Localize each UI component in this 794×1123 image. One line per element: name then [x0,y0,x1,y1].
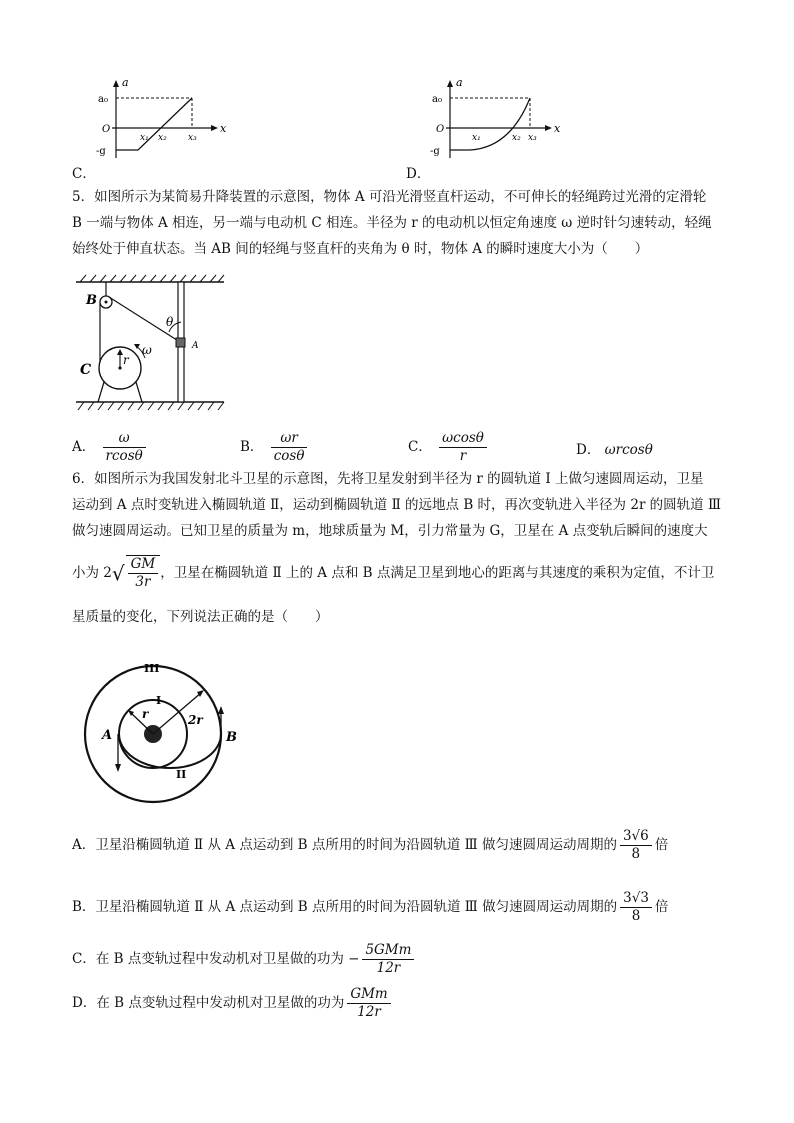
q5-option-c-den: r [459,448,467,464]
graph-c-y-label: a [122,76,129,89]
sqrt-sign: √ [111,561,125,586]
graph-d-y-label: a [456,76,463,89]
q5-option-a-frac [103,430,146,465]
q5-option-c-num: ωcosθ [439,430,487,448]
q5-option-c-frac [439,430,487,465]
q5-option-b-frac [271,430,308,465]
floor-hatch [78,402,224,410]
q6-option-c-text: C．在 B 点变轨过程中发动机对卫星做的功为 − [72,951,360,967]
q6-option-b-text: B．卫星沿椭圆轨道 Ⅱ 从 A 点运动到 B 点所用的时间为沿圆轨道 Ⅲ 做匀速圆周运动周期的 [72,899,618,915]
q6-line5: 星质量的变化，下列说法正确的是（ ） [72,609,329,625]
ceiling-hatch [80,275,224,282]
block-a [176,338,185,347]
q5-option-a-num: ω [103,430,146,448]
label-theta: θ [166,315,174,329]
graph-c-a0: a₀ [98,94,108,105]
label-point-a: A [102,728,113,743]
q6-line4-pre: 小为 2 [72,565,112,581]
q5-option-b-den: cosθ [273,448,305,464]
pulley-axle [105,301,108,304]
q6-line4-post: ，卫星在椭圆轨道 Ⅱ 上的 A 点和 B 点满足卫星到地心的距离与其速度的乘积为定值，不计卫 [160,565,715,581]
graph-c-neg-g: -g [96,146,106,157]
graph-d-y-arrow [447,80,453,87]
graph-d-origin: O [436,124,445,135]
graph-c-x-arrow [211,125,218,131]
velocity-a-arrow [115,764,121,772]
q6-option-a-num: 3√6 [620,828,652,846]
q6-option-d-num: GMm [347,986,390,1004]
label-c: C [80,362,92,378]
q6-option-b-num: 3√3 [620,890,652,908]
q6-option-a[interactable] [72,828,668,863]
label-orbit-i: I [156,694,162,707]
label-a: A [192,341,199,351]
motor-leg-right [136,382,142,402]
graph-c-origin: O [102,124,111,135]
q5-option-b[interactable] [240,430,310,465]
q6-line1: 6．如图所示为我国发射北斗卫星的示意图，先将卫星发射到半径为 r 的圆轨道 Ⅰ 上做匀速圆周运动，卫星 [72,471,704,487]
graph-c-x1: x₁ [140,133,149,143]
label-orbit-ii: II [176,768,187,781]
q5-option-c-label: C． [408,439,432,455]
graph-d-a0: a₀ [432,94,442,105]
q6-line2: 运动到 A 点时变轨进入椭圆轨道 Ⅱ，运动到椭圆轨道 Ⅱ 的远地点 B 时，再次变轨进入半径为 2r 的圆轨道 Ⅲ [72,497,721,513]
q6-line3: 做匀速圆周运动。已知卫星的质量为 m，地球质量为 M，引力常量为 G，卫星在 A 点变轨后瞬间的速度大 [72,523,708,539]
graph-c-curve [116,98,192,150]
q6-sqrt-frac [128,556,159,591]
q6-sqrt-body [126,555,161,591]
q5-option-a-label: A． [72,439,96,455]
graph-c-label: C． [72,166,96,182]
graph-c-svg [86,72,236,172]
q6-option-b-den: 8 [631,908,641,924]
velocity-b-arrow [218,706,224,714]
q6-option-c-frac [362,942,414,977]
q6-option-b[interactable] [72,890,668,925]
q6-option-a-frac [620,828,652,863]
graph-d-label: D． [406,166,431,182]
q5-option-b-label: B． [240,439,264,455]
q6-option-b-suffix: 倍 [654,899,669,915]
graph-d-x-label: x [554,122,561,135]
q6-option-a-text: A．卫星沿椭圆轨道 Ⅱ 从 A 点运动到 B 点所用的时间为沿圆轨道 Ⅲ 做匀速圆周运动周期的 [72,837,617,853]
q5-option-c[interactable] [408,430,490,465]
q6-option-d[interactable] [72,986,394,1021]
graph-c-x3: x₃ [188,133,197,143]
graph-d-neg-g: -g [430,146,440,157]
q5-option-a-den: rcosθ [105,448,143,464]
q5-option-d-text: ωrcosθ [604,442,653,458]
graph-d-x3: x₃ [528,133,537,143]
q5-option-b-num: ωr [271,430,308,448]
q6-option-c-den: 12r [376,960,401,976]
q6-sqrt-num: GM [128,556,159,574]
q6-option-b-frac [620,890,652,925]
q6-sqrt-den: 3r [135,574,151,590]
graph-c-x2: x₂ [158,133,167,143]
graph-c [86,72,236,172]
q6-option-d-den: 12r [357,1004,381,1020]
graph-d-x1: x₁ [472,133,481,143]
q5-line3: 始终处于伸直状态。当 AB 间的轻绳与竖直杆的夹角为 θ 时，物体 A 的瞬时速度大小为（ ） [72,241,649,257]
label-r: r [123,353,129,367]
q5-line1: 5．如图所示为某简易升降装置的示意图，物体 A 可沿光滑竖直杆运动，不可伸长的轻绳跨过光滑的定滑轮 [72,189,707,205]
graph-d-svg [420,72,570,172]
label-r: r [142,707,149,721]
graph-c-y-arrow [113,80,119,87]
q6-line4 [72,555,714,591]
graph-d-x-arrow [545,125,552,131]
graph-d [420,72,570,172]
q6-option-c-num: 5GMm [362,942,414,960]
motor-center [118,366,121,369]
q6-option-d-text: D．在 B 点变轨过程中发动机对卫星做的功为 [72,995,345,1011]
q6-option-a-suffix: 倍 [654,837,669,853]
q6-option-d-frac [347,986,390,1021]
q5-option-d-label: D． [576,442,601,458]
q5-option-a[interactable] [72,430,149,465]
label-omega: ω [142,343,152,357]
q6-figure-svg [80,652,252,810]
label-2r: 2r [188,713,203,727]
graph-d-x2: x₂ [512,133,521,143]
q5-line2: B 一端与物体 A 相连，另一端与电动机 C 相连。半径为 r 的电动机以恒定角速度 ω 逆时针匀速转动，轻绳 [72,215,712,231]
q5-figure [72,272,228,414]
label-b: B [86,293,97,308]
motor-leg-left [98,382,104,402]
q6-option-a-den: 8 [631,846,641,862]
label-point-b: B [226,730,237,745]
q6-option-c[interactable] [72,942,417,977]
label-orbit-iii: III [144,662,160,675]
q5-figure-svg [72,272,228,414]
q5-option-d[interactable] [576,438,653,458]
q6-figure [80,652,252,810]
graph-c-x-label: x [220,122,227,135]
